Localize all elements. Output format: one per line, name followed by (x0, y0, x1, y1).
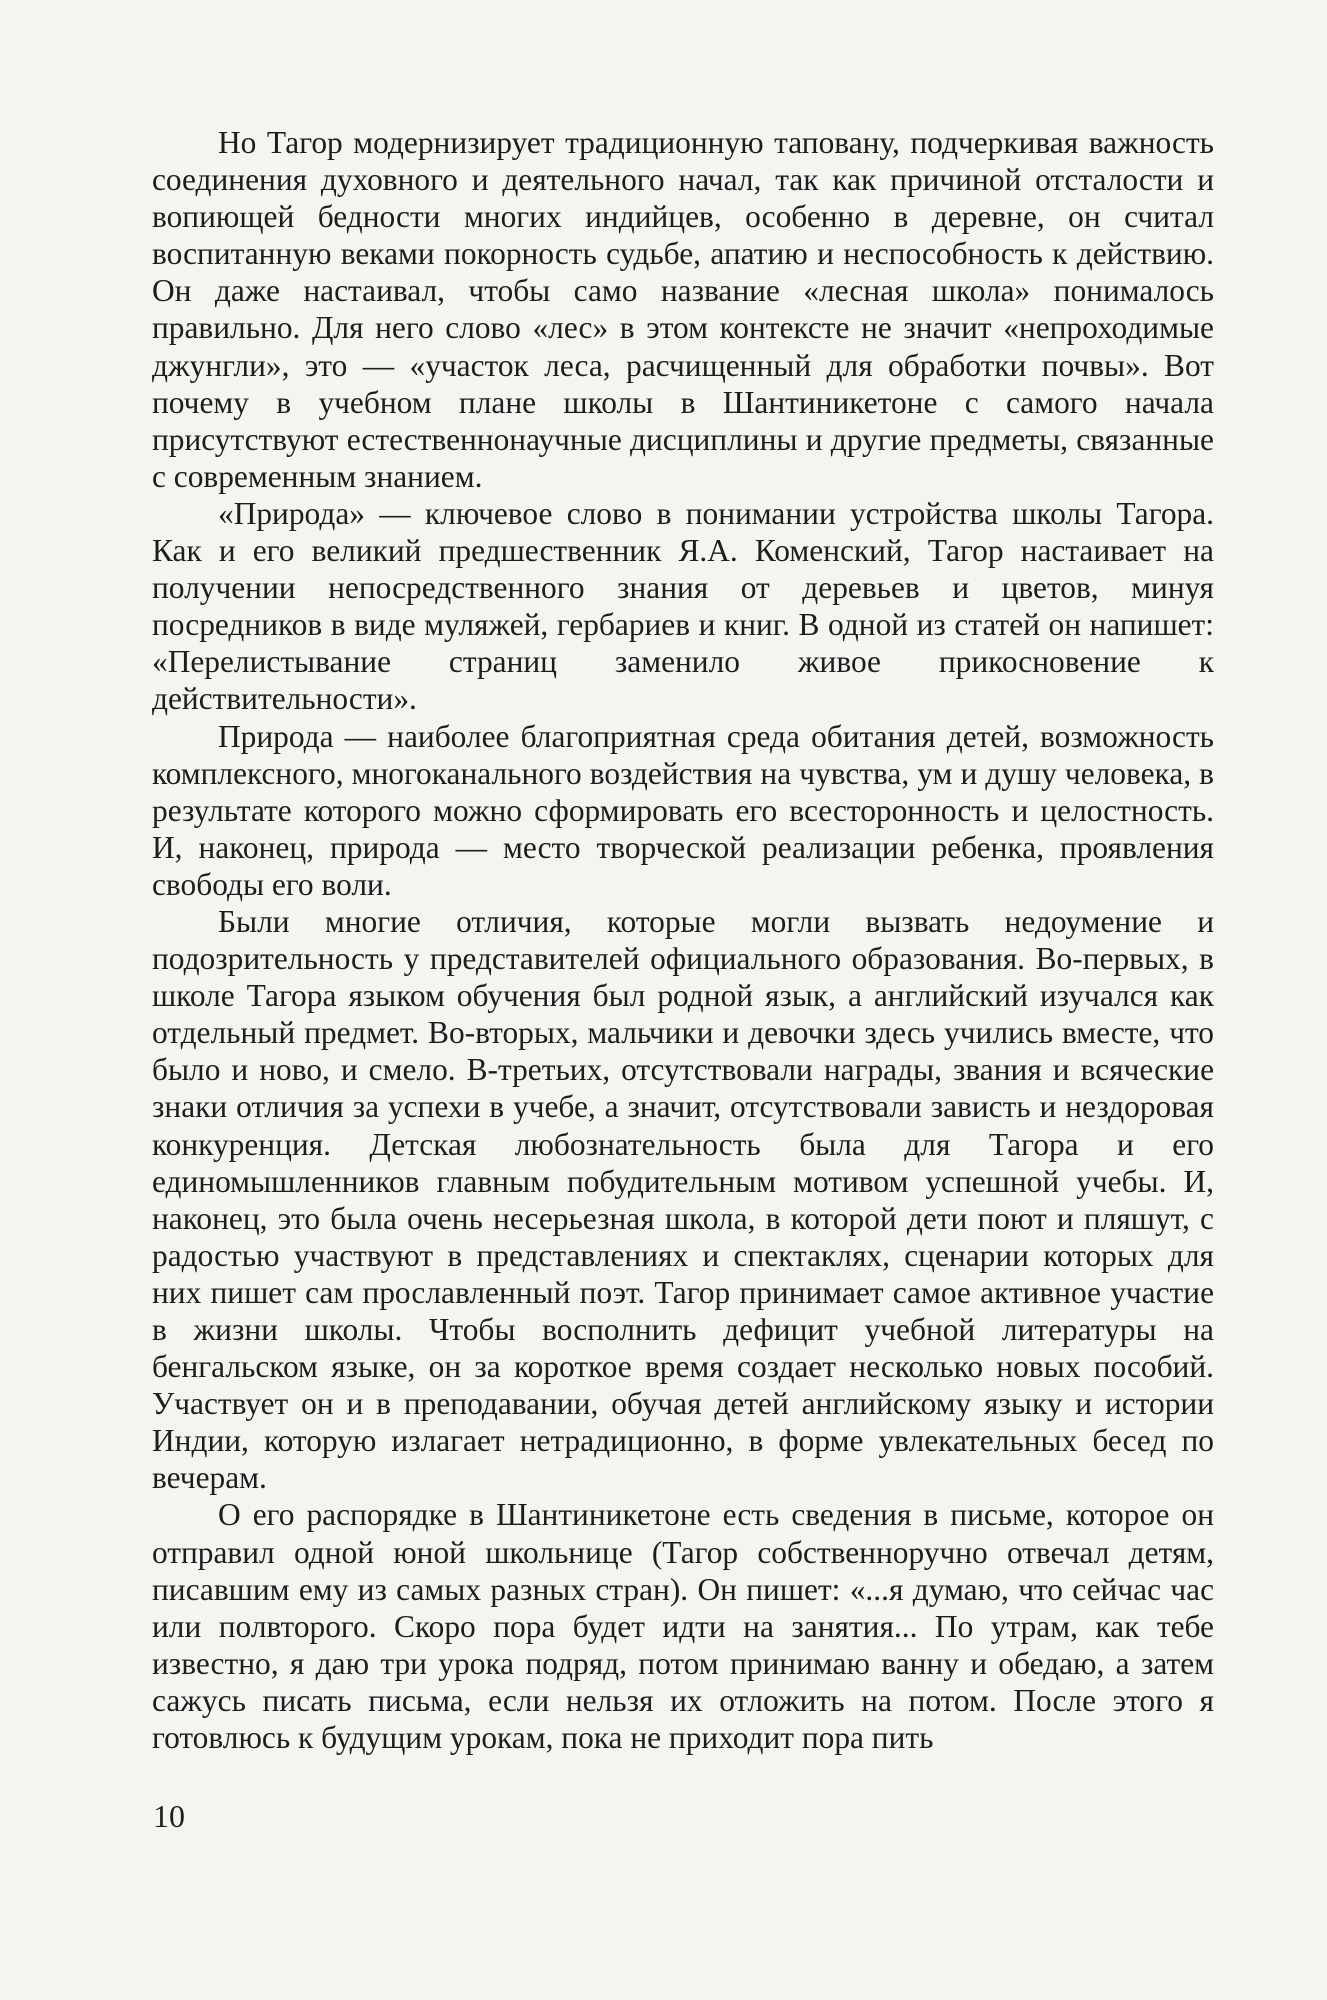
paragraph-4: Были многие отличия, которые могли вызвать недоумение и подозрительность у представителей официального образования. Во-первых, в школе Тагора языком обучения был родной язык, а английский изучался как отдельный предмет. Во-вторых, мальчики и девочки здесь учились вместе, что было и ново, и смело. В-третьих, отсутствовали награды, звания и всяческие знаки отличия за успехи в учебе, а значит, отсутствовали зависть и нездоровая конкуренция. Детская любознательность была для Тагора и его единомышленников главным побудительным мотивом успешной учебы. И, наконец, это была очень несерьезная школа, в которой дети поют и пляшут, с радостью участвуют в представлениях и спектаклях, сценарии которых для них пишет сам прославленный поэт. Тагор принимает самое активное участие в жизни школы. Чтобы восполнить дефицит учебной литературы на бенгальском языке, он за короткое время создает несколько новых пособий. Участвует он и в преподавании, обучая детей английскому языку и истории Индии, которую излагает нетрадиционно, в форме увлекательных бесед по вечерам. (152, 903, 1214, 1496)
paragraph-5: О его распорядке в Шантиникетоне есть сведения в письме, которое он отправил одной юной школьнице (Тагор собственноручно отвечал детям, писавшим ему из самых разных стран). Он пишет: «...я думаю, что сейчас час или полвторого. Скоро пора будет идти на занятия... По утрам, как тебе известно, я даю три урока подряд, потом принимаю ванну и обедаю, а затем сажусь писать письма, если нельзя их отложить на потом. После этого я готовлюсь к будущим урокам, пока не приходит пора пить (152, 1497, 1214, 1756)
page-number: 10 (153, 1798, 185, 1834)
paragraph-2: «Природа» — ключевое слово в понимании устройства школы Тагора. Как и его великий предшественник Я.А. Коменский, Тагор настаивает на получении непосредственного знания от деревьев и цветов, минуя посредников в виде муляжей, гербариев и книг. В одной из статей он напишет: «Перелистывание страниц заменило живое прикосновение к действительности». (152, 495, 1214, 717)
page-text (152, 124, 1214, 1844)
paragraph-1: Но Тагор модернизирует традиционную таповану, подчеркивая важность соединения духовного и деятельного начал, так как причиной отсталости и вопиющей бедности многих индийцев, особенно в деревне, он считал воспитанную веками покорность судьбе, апатию и неспособность к действию. Он даже настаивал, чтобы само название «лесная школа» понималось правильно. Для него слово «лес» в этом контексте не значит «непроходимые джунгли», это — «участок леса, расчищенный для обработки почвы». Вот почему в учебном плане школы в Шантиникетоне с самого начала присутствуют естественнонаучные дисциплины и другие предметы, связанные с современным знанием. (152, 125, 1214, 494)
paragraph-3: Природа — наиболее благоприятная среда обитания детей, возможность комплексного, многоканального воздействия на чувства, ум и душу человека, в результате которого можно сформировать его всесторонность и целостность. И, наконец, природа — место творческой реализации ребенка, проявления свободы его воли. (152, 718, 1214, 902)
